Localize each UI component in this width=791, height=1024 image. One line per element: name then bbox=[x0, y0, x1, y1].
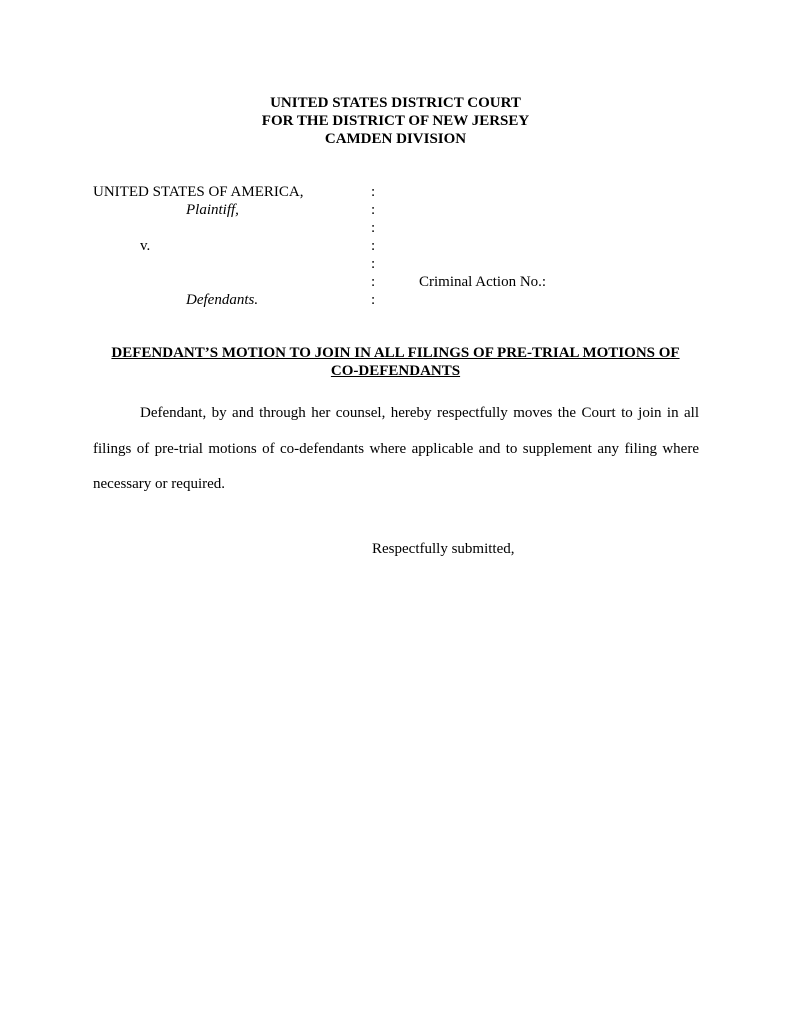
motion-paragraph: Defendant, by and through her counsel, hereby respectfully moves the Court to join in all filings of pre-trial motions of co-defendants where applicable and to supplement any filing where necessary or required. bbox=[93, 405, 699, 492]
court-header bbox=[0, 94, 791, 148]
criminal-action-label: Criminal Action No.: bbox=[419, 274, 547, 290]
caption-colon: : bbox=[371, 202, 376, 218]
defendants-role: Defendants. bbox=[186, 292, 259, 308]
caption-colon: : bbox=[371, 238, 376, 254]
motion-title-line2: CO-DEFENDANTS bbox=[330, 363, 461, 379]
caption-colon: : bbox=[371, 220, 376, 236]
court-district: FOR THE DISTRICT OF NEW JERSEY bbox=[261, 113, 530, 129]
plaintiff-name: UNITED STATES OF AMERICA, bbox=[93, 184, 304, 200]
court-division: CAMDEN DIVISION bbox=[324, 131, 467, 147]
case-caption bbox=[93, 183, 693, 313]
motion-title-line1: DEFENDANT’S MOTION TO JOIN IN ALL FILINGS OF PRE-TRIAL MOTIONS OF bbox=[111, 345, 680, 361]
caption-colon: : bbox=[371, 184, 376, 200]
court-name: UNITED STATES DISTRICT COURT bbox=[270, 95, 521, 111]
versus-label: v. bbox=[140, 238, 151, 254]
plaintiff-role: Plaintiff, bbox=[186, 202, 239, 218]
caption-colon: : bbox=[371, 274, 376, 290]
closing-signature: Respectfully submitted, bbox=[372, 541, 515, 557]
caption-colon: : bbox=[371, 292, 376, 308]
motion-body bbox=[93, 396, 699, 503]
caption-colon: : bbox=[371, 256, 376, 272]
motion-title bbox=[0, 344, 791, 380]
